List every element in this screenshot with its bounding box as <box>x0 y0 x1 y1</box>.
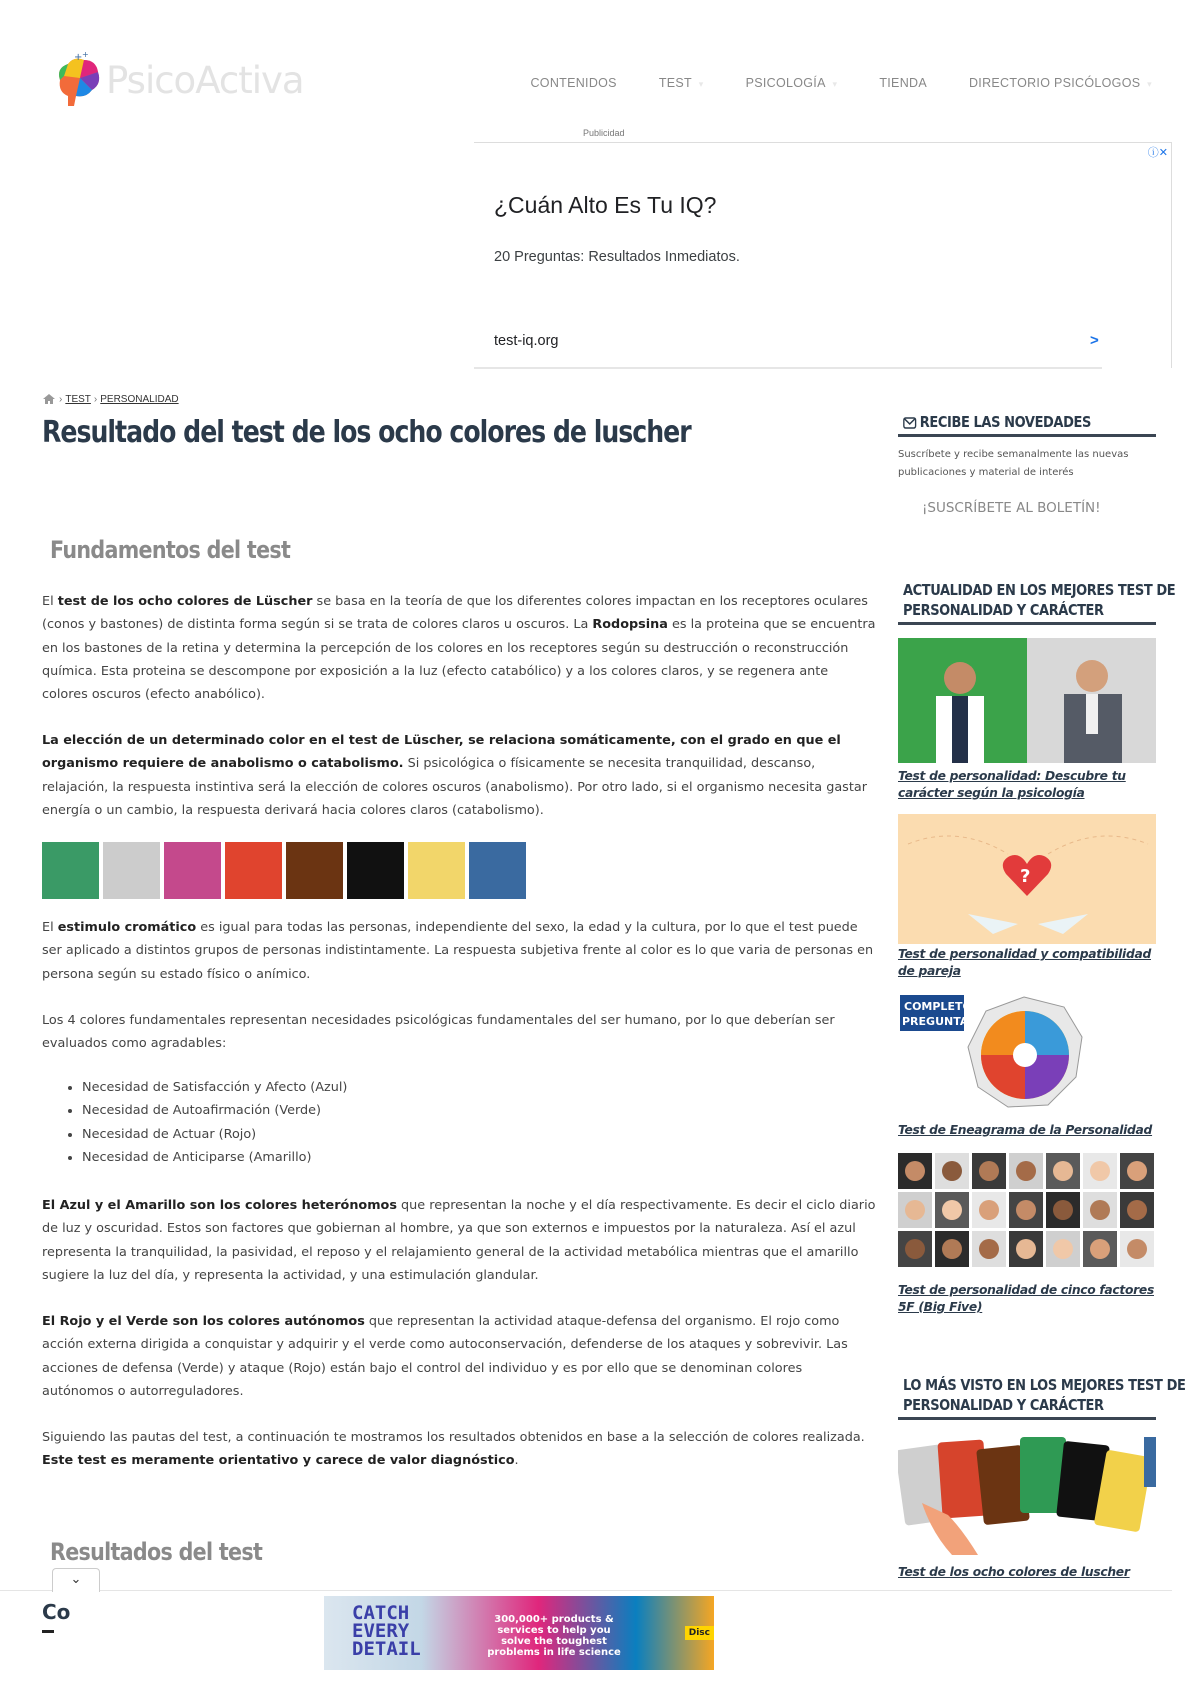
masvisto-title-line-1: LO MÁS VISTO EN LOS MEJORES TEST DE <box>903 1376 1186 1394</box>
actualidad-heading <box>898 580 1176 625</box>
actualidad-title-line-2: PERSONALIDAD Y CARÁCTER <box>903 601 1104 619</box>
face <box>1127 1161 1147 1181</box>
site-logo[interactable] <box>50 50 304 110</box>
eneagrama-badge-line-2: PREGUNTAS <box>902 1015 977 1028</box>
breadcrumb <box>42 393 179 405</box>
text: se basa en la teoría de que los diferentes colores impactan en los receptores oculares (conos y bastones) de distinta forma según si se trata de colores claros u oscuros. La <box>42 594 868 633</box>
list-item: • Necesidad de Satisfacción y Afecto (Azul) <box>82 1076 347 1099</box>
luscher-test-image[interactable] <box>898 1433 1156 1555</box>
ad-divider <box>474 367 1102 369</box>
face <box>942 1239 962 1259</box>
text: El <box>42 920 58 935</box>
needs-list <box>82 1076 347 1169</box>
section-title-fundamentos: Fundamentos del test <box>50 536 291 564</box>
color-swatches <box>42 842 530 899</box>
breadcrumb-separator: › <box>93 393 98 405</box>
compatibility-test-image[interactable] <box>898 814 1156 944</box>
bottom-divider <box>0 1590 1172 1591</box>
face <box>979 1239 999 1259</box>
nav-psicologia[interactable]: PSICOLOGÍA ▾ <box>746 76 838 90</box>
bottom-ad-message: 300,000+ products & services to help you solve the toughest problems in life science <box>487 1614 621 1658</box>
face <box>979 1161 999 1181</box>
face <box>1090 1239 1110 1259</box>
eneagrama-test-image[interactable] <box>898 993 1156 1118</box>
bold-text: estimulo cromático <box>57 920 197 935</box>
text: que representan la actividad ataque-defensa del organismo. El rojo como acción externa dirigida a conquistar y adquirir y el verde como autoconservación, defenderse de los ataques y sobrevivir. Las acciones de defensa (Verde) y ataque (Rojo) están bajo el control del individuo y es por ello que se denominan colores autónomos o autorreguladores. <box>42 1314 848 1399</box>
swatch-violet <box>164 842 221 899</box>
faces-grid-illustration <box>898 1153 1156 1271</box>
personality-test-image[interactable] <box>898 638 1156 763</box>
newsletter-title: RECIBE LAS NOVEDADES <box>919 413 1091 431</box>
sidebar-link-personalidad[interactable]: Test de personalidad: Descubre tu carácter según la psicología <box>898 769 1126 800</box>
face <box>1053 1200 1073 1220</box>
bold-text: El Rojo y el Verde son los colores autónomos <box>42 1314 365 1329</box>
newsletter-text: Suscríbete y recibe semanalmente las nuevas publicaciones y material de interés <box>898 449 1129 478</box>
partial-heading-underline <box>42 1630 54 1633</box>
ad-choices-icon[interactable]: ⓘ✕ <box>1147 146 1168 159</box>
home-icon[interactable] <box>42 393 56 405</box>
paragraph-2 <box>42 729 877 822</box>
mail-icon <box>903 417 916 429</box>
list-item: • Necesidad de Actuar (Rojo) <box>82 1123 347 1146</box>
color-cards-illustration <box>898 1433 1156 1555</box>
text: Siguiendo las pautas del test, a continuación te mostramos los resultados obtenidos en base a la selección de colores realizada. <box>42 1430 865 1445</box>
sidebar-link-big-five[interactable]: Test de personalidad de cinco factores 5F (Big Five) <box>898 1283 1154 1314</box>
swatch-gray <box>103 842 160 899</box>
breadcrumb-personalidad[interactable]: PERSONALIDAD <box>100 393 179 405</box>
actualidad-title-line-1: ACTUALIDAD EN LOS MEJORES TEST DE <box>903 581 1176 599</box>
face <box>1016 1200 1036 1220</box>
face <box>1127 1239 1147 1259</box>
text: es la proteina que se encuentra en los bastones de la retina y determina la percepción de los colores en los receptores según su destrucción o reconstrucción química. Esta proteina se descompone por exposición a la luz (efecto catabólico) y a los colores claros, y se regenera ante colores oscuros (efecto anabólico). <box>42 617 876 703</box>
nav-contenidos[interactable]: CONTENIDOS <box>530 76 617 90</box>
text: . <box>514 1453 519 1469</box>
bold-text: La elección de un determinado color en el test de Lüscher, se relaciona somáticamente, con el grado en que el organismo requiere de anabolismo o catabolismo. <box>42 733 841 772</box>
swatch-yellow <box>408 842 465 899</box>
breadcrumb-separator: › <box>59 393 63 405</box>
bold-text: Rodopsina <box>592 617 668 633</box>
nav-test[interactable]: TEST ▾ <box>659 76 704 90</box>
bold-text: test de los ocho colores de Lüscher <box>57 594 313 609</box>
face <box>942 1161 962 1181</box>
swatch-red <box>225 842 282 899</box>
bold-text: El Azul y el Amarillo son los colores heterónomos <box>42 1198 397 1213</box>
face <box>1090 1161 1110 1181</box>
eneagrama-badge-line-1: COMPLETO <box>904 1000 972 1013</box>
masvisto-heading <box>898 1375 1186 1420</box>
section-title-resultados: Resultados del test <box>50 1538 263 1566</box>
svg-text:+: + <box>74 52 83 63</box>
ad-label: Publicidad <box>583 128 625 138</box>
swatch-black <box>347 842 404 899</box>
logo-text: PsicoActiva <box>106 58 304 102</box>
ad-arrow-icon[interactable]: > <box>1090 332 1099 349</box>
bottom-ad-headline: CATCH EVERY DETAIL <box>352 1602 421 1660</box>
face <box>905 1161 925 1181</box>
swatch-brown <box>286 842 343 899</box>
ad-title[interactable]: ¿Cuán Alto Es Tu IQ? <box>494 192 717 218</box>
face <box>1053 1161 1073 1181</box>
swatch-green <box>42 842 99 899</box>
face <box>979 1200 999 1220</box>
text: Si psicológica o físicamente se necesita tranquilidad, descanso, relajación, la respuesta instintiva será la elección de colores oscuros (anabolismo). Por otro lado, si el organismo necesita gastar energía o un cambio, la respuesta derivará hacia colores claros (catabolismo). <box>42 756 867 818</box>
newsletter-subscribe-button[interactable]: ¡SUSCRÍBETE AL BOLETÍN! <box>922 500 1101 516</box>
bold-text: Este test es meramente orientativo y carece de valor diagnóstico <box>42 1453 515 1469</box>
face <box>905 1239 925 1259</box>
bottom-ad-cta[interactable]: Disc <box>685 1626 714 1640</box>
breadcrumb-test[interactable]: TEST <box>65 393 91 405</box>
eneagrama-illustration <box>898 993 1156 1118</box>
paragraph-7 <box>42 1426 877 1473</box>
sidebar-link-luscher[interactable]: Test de los ocho colores de luscher <box>898 1565 1130 1579</box>
text: es igual para todas las personas, independiente del sexo, la edad y la cultura, por lo que el test puede ser aplicado a distintos grupos de personas indistintamente. La respuesta subjetiva frente al color es lo que varia de personas en persona según su estado físico o anímico. <box>42 920 874 982</box>
newsletter-heading <box>898 412 1156 437</box>
paragraph-1 <box>42 590 877 706</box>
page-title: Resultado del test de los ocho colores de luscher <box>42 415 691 450</box>
text: que representan la noche y el día respectivamente. Es decir el ciclo diario de luz y oscuridad. Estos son factores que gobiernan al hombre, ya que son externos e impuestos por la naturaleza. Así el azul representa la tranquilidad, la pasividad, el reposo y el relajamiento general de la actividad metabólica mientras que el amarillo sugiere la luz del día, y representa la actividad, y una estimulación glandular. <box>42 1198 876 1283</box>
sidebar-link-pareja[interactable]: Test de personalidad y compatibilidad de pareja <box>898 947 1151 978</box>
swatch-blue <box>469 842 526 899</box>
ad-subtitle: 20 Preguntas: Resultados Inmediatos. <box>494 249 740 265</box>
heart-planes-illustration <box>898 814 1156 944</box>
face <box>1053 1239 1073 1259</box>
text: El <box>42 594 58 609</box>
nav-tienda[interactable]: TIENDA <box>879 76 927 90</box>
sidebar-link-eneagrama[interactable]: Test de Eneagrama de la Personalidad <box>898 1123 1153 1137</box>
nav-directorio[interactable]: DIRECTORIO PSICÓLOGOS ▾ <box>969 76 1152 90</box>
ad-url[interactable]: test-iq.org <box>494 333 559 349</box>
face <box>1127 1200 1147 1220</box>
paragraph-3 <box>42 916 877 986</box>
paragraph-5 <box>42 1194 877 1287</box>
svg-text:?: ? <box>1020 866 1031 887</box>
face <box>942 1200 962 1220</box>
partial-heading: Co <box>42 1600 71 1624</box>
face <box>905 1200 925 1220</box>
face <box>1090 1200 1110 1220</box>
paragraph-6 <box>42 1310 877 1403</box>
two-men-illustration <box>898 638 1156 763</box>
brain-logo-icon <box>50 50 104 110</box>
face <box>1016 1239 1036 1259</box>
chevron-down-icon: ⌄ <box>70 1572 82 1587</box>
bottom-ad-banner[interactable] <box>324 1596 714 1670</box>
paragraph-4: Los 4 colores fundamentales representan necesidades psicológicas fundamentales del ser humano, por lo que deberían ser evaluados como agradables: <box>42 1013 835 1052</box>
list-item: • Necesidad de Autoafirmación (Verde) <box>82 1099 347 1122</box>
face <box>1016 1161 1036 1181</box>
main-nav <box>488 76 1152 90</box>
site-header <box>0 0 1200 140</box>
big-five-test-image[interactable] <box>898 1153 1156 1271</box>
masvisto-title-line-2: PERSONALIDAD Y CARÁCTER <box>903 1396 1104 1414</box>
list-item: • Necesidad de Anticiparse (Amarillo) <box>82 1146 347 1169</box>
svg-text:+: + <box>82 50 89 59</box>
collapse-ad-button[interactable] <box>52 1568 100 1592</box>
